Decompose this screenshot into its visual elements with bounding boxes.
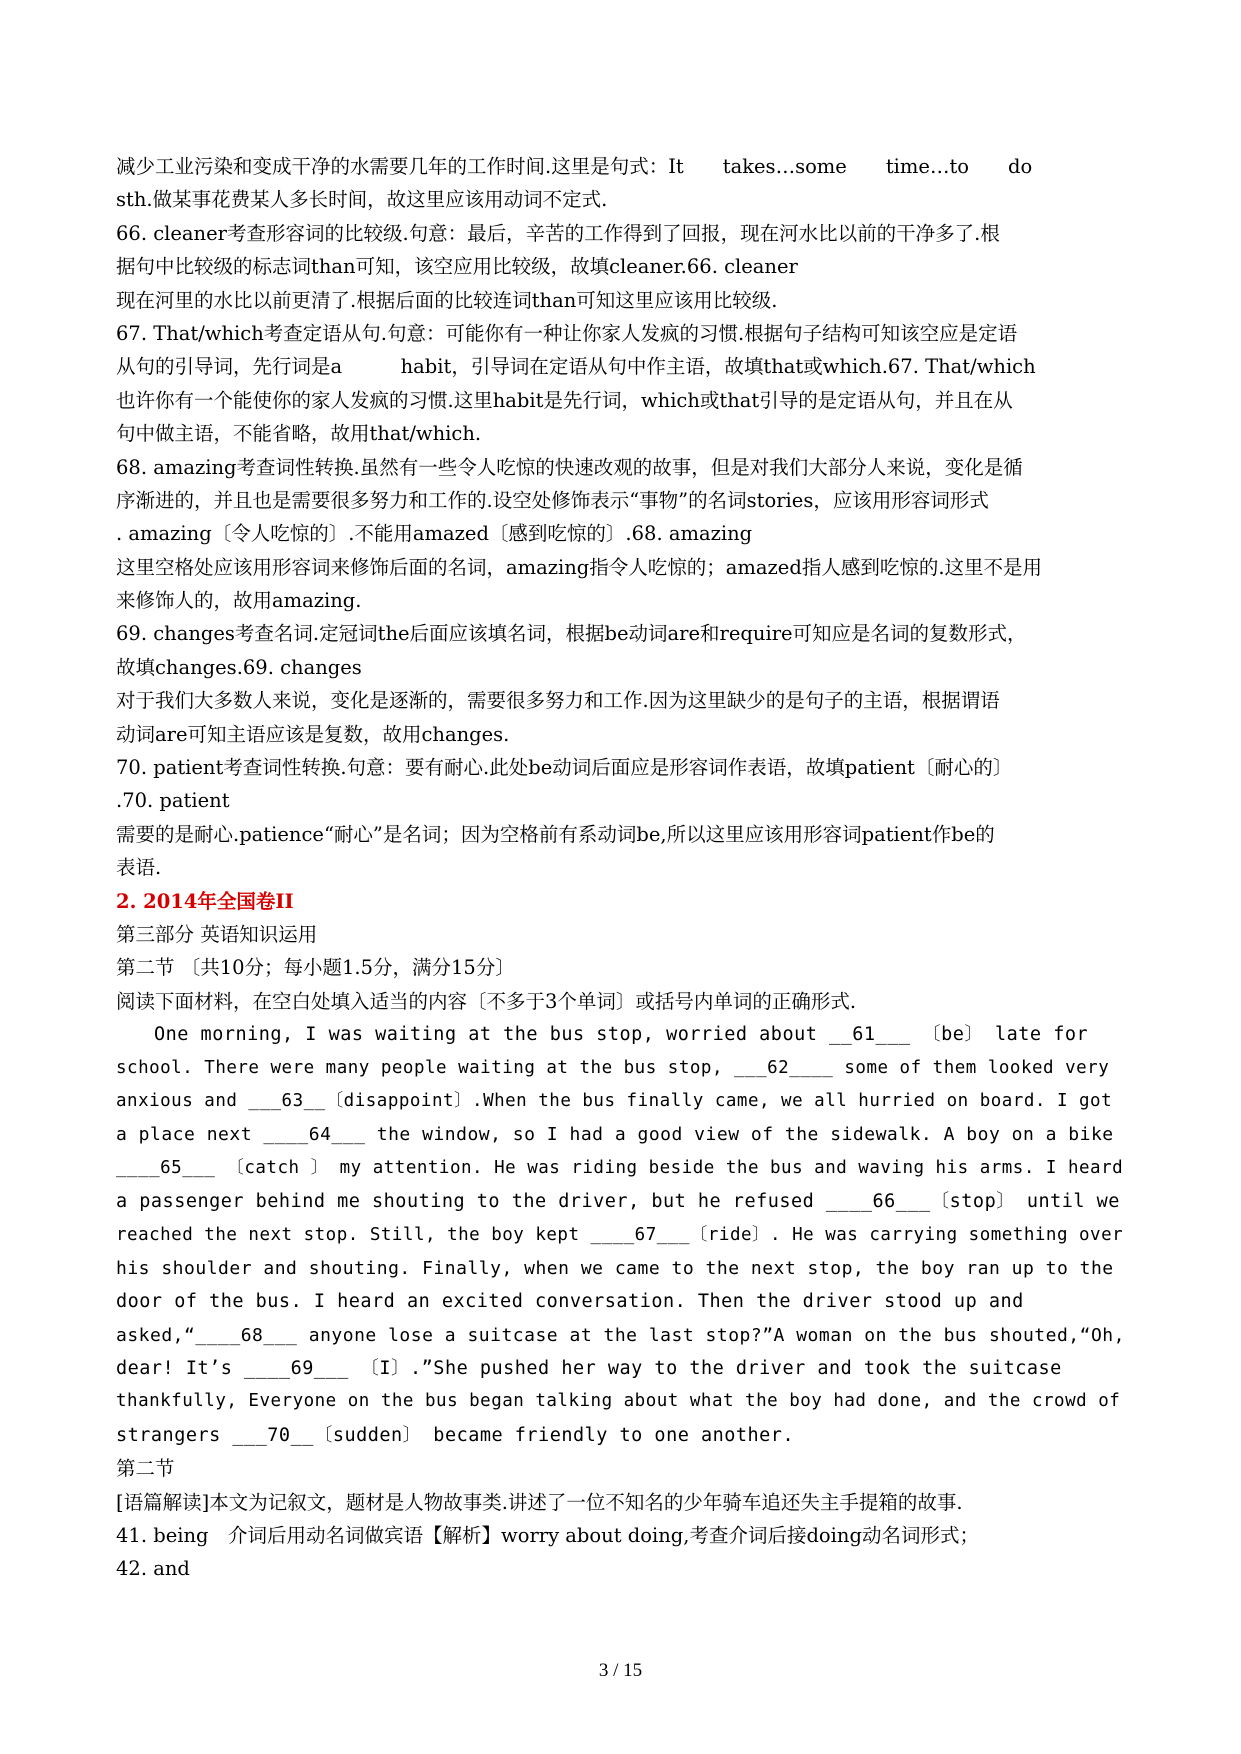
text-line: 第二节 <box>116 1457 175 1481</box>
text-line: 42. and <box>116 1557 190 1581</box>
text-line: 减少工业污染和变成干净的水需要几年的工作时间.这里是句式：It takes…some time…to do <box>116 155 1033 178</box>
text-line: . amazing〔令人吃惊的〕.不能用amazed〔感到吃惊的〕.68. amazing <box>116 522 753 546</box>
text-line: 现在河里的水比以前更清了.根据后面的比较连词than可知这里应该用比较级. <box>116 288 778 312</box>
text-line: 对于我们大多数人来说，变化是逐渐的，需要很多努力和工作.因为这里缺少的是句子的主语，根据谓语 <box>116 689 1000 713</box>
text-line: 阅读下面材料，在空白处填入适当的内容〔不多于3个单词〕或括号内单词的正确形式. <box>116 989 857 1013</box>
section-heading: 2. 2014年全国卷II <box>116 889 294 913</box>
passage-line: reached the next stop. Still, the boy kept ____67___〔ride〕. He was carrying something over <box>116 1224 1124 1245</box>
text-line: 句中做主语，不能省略，故用that/which. <box>116 422 482 446</box>
text-line: .70. patient <box>116 789 230 813</box>
passage-line: his shoulder and shouting. Finally, when we came to the next stop, the boy ran up to the <box>116 1257 1114 1279</box>
text-line: 41. being 介词后用动名词做宾语【解析】worry about doing,考查介词后接doing动名词形式； <box>116 1524 979 1548</box>
text-line: 序渐进的，并且也是需要很多努力和工作的.设空处修饰表示“事物”的名词stories，应该用形容词形式 <box>116 488 989 512</box>
passage-line: One morning, I was waiting at the bus stop, worried about __61___ 〔be〕 late for <box>154 1024 1089 1046</box>
text-line: 需要的是耐心.patience“耐心”是名词；因为空格前有系动词be,所以这里应该用形容词patient作be的 <box>116 822 995 846</box>
text-line: 这里空格处应该用形容词来修饰后面的名词，amazing指令人吃惊的；amazed指人感到吃惊的.这里不是用 <box>116 555 1043 579</box>
text-line: 66. cleaner考查形容词的比较级.句意：最后，辛苦的工作得到了回报，现在河水比以前的干净多了.根 <box>116 221 1000 245</box>
document-body <box>116 150 1126 1586</box>
passage-line: ____65___ 〔catch 〕 my attention. He was riding beside the bus and waving his arms. I heard <box>116 1157 1124 1178</box>
passage-line: school. There were many people waiting at the bus stop, ___62____ some of them looked very <box>116 1057 1110 1078</box>
passage-line: dear! It’s ____69___ 〔I〕.”She pushed her way to the driver and took the suitcase <box>116 1358 1062 1380</box>
text-line: 68. amazing考查词性转换.虽然有一些令人吃惊的快速改观的故事，但是对我们大部分人来说，变化是循 <box>116 455 1023 479</box>
text-line: 70. patient考查词性转换.句意：要有耐心.此处be动词后面应是形容词作表语，故填patient〔耐心的〕 <box>116 756 1013 780</box>
passage-line: thankfully, Everyone on the bus began talking about what the boy had done, and the crowd of <box>116 1391 1121 1412</box>
page-number: 3 / 15 <box>598 1660 643 1681</box>
text-line: 69. changes考查名词.定冠词the后面应该填名词，根据be动词are和require可知应是名词的复数形式， <box>116 622 1027 646</box>
passage-line: anxious and ___63__〔disappoint〕.When the bus finally came, we all hurried on board. I got <box>116 1090 1113 1111</box>
text-line: 从句的引导词，先行词是a habit，引导词在定语从句中作主语，故填that或which.67. That/which <box>116 355 1036 379</box>
text-line: sth.做某事花费某人多长时间，故这里应该用动词不定式. <box>116 188 608 212</box>
text-line: 67. That/which考查定语从句.句意：可能你有一种让你家人发疯的习惯.根据句子结构可知该空应是定语 <box>116 321 1018 345</box>
passage-line: a passenger behind me shouting to the driver, but he refused ____66___〔stop〕 until we <box>116 1191 1120 1213</box>
passage-line: strangers ___70__〔sudden〕 became friendly to one another. <box>116 1424 795 1446</box>
text-line: 据句中比较级的标志词than可知，该空应用比较级，故填cleaner.66. cleaner <box>116 255 798 279</box>
text-line: 故填changes.69. changes <box>116 655 362 679</box>
passage-line: door of the bus. I heard an excited conversation. Then the driver stood up and <box>116 1291 1024 1313</box>
passage-line: asked,“____68___ anyone lose a suitcase at the last stop?”A woman on the bus shouted,“Oh, <box>116 1324 1125 1346</box>
text-line: 也许你有一个能使你的家人发疯的习惯.这里habit是先行词，which或that引导的是定语从句，并且在从 <box>116 388 1013 412</box>
text-line: 来修饰人的，故用amazing. <box>116 589 362 613</box>
text-line: 第二节 〔共10分；每小题1.5分，满分15分〕 <box>116 956 515 980</box>
text-line: 第三部分 英语知识运用 <box>116 922 318 946</box>
text-line: 动词are可知主语应该是复数，故用changes. <box>116 722 510 746</box>
text-line: 表语. <box>116 856 162 880</box>
passage-line: a place next ____64___ the window, so I had a good view of the sidewalk. A boy on a bike <box>116 1124 1114 1146</box>
text-line: [语篇解读]本文为记叙文，题材是人物故事类.讲述了一位不知名的少年骑车追还失主手提箱的故事. <box>116 1490 963 1514</box>
